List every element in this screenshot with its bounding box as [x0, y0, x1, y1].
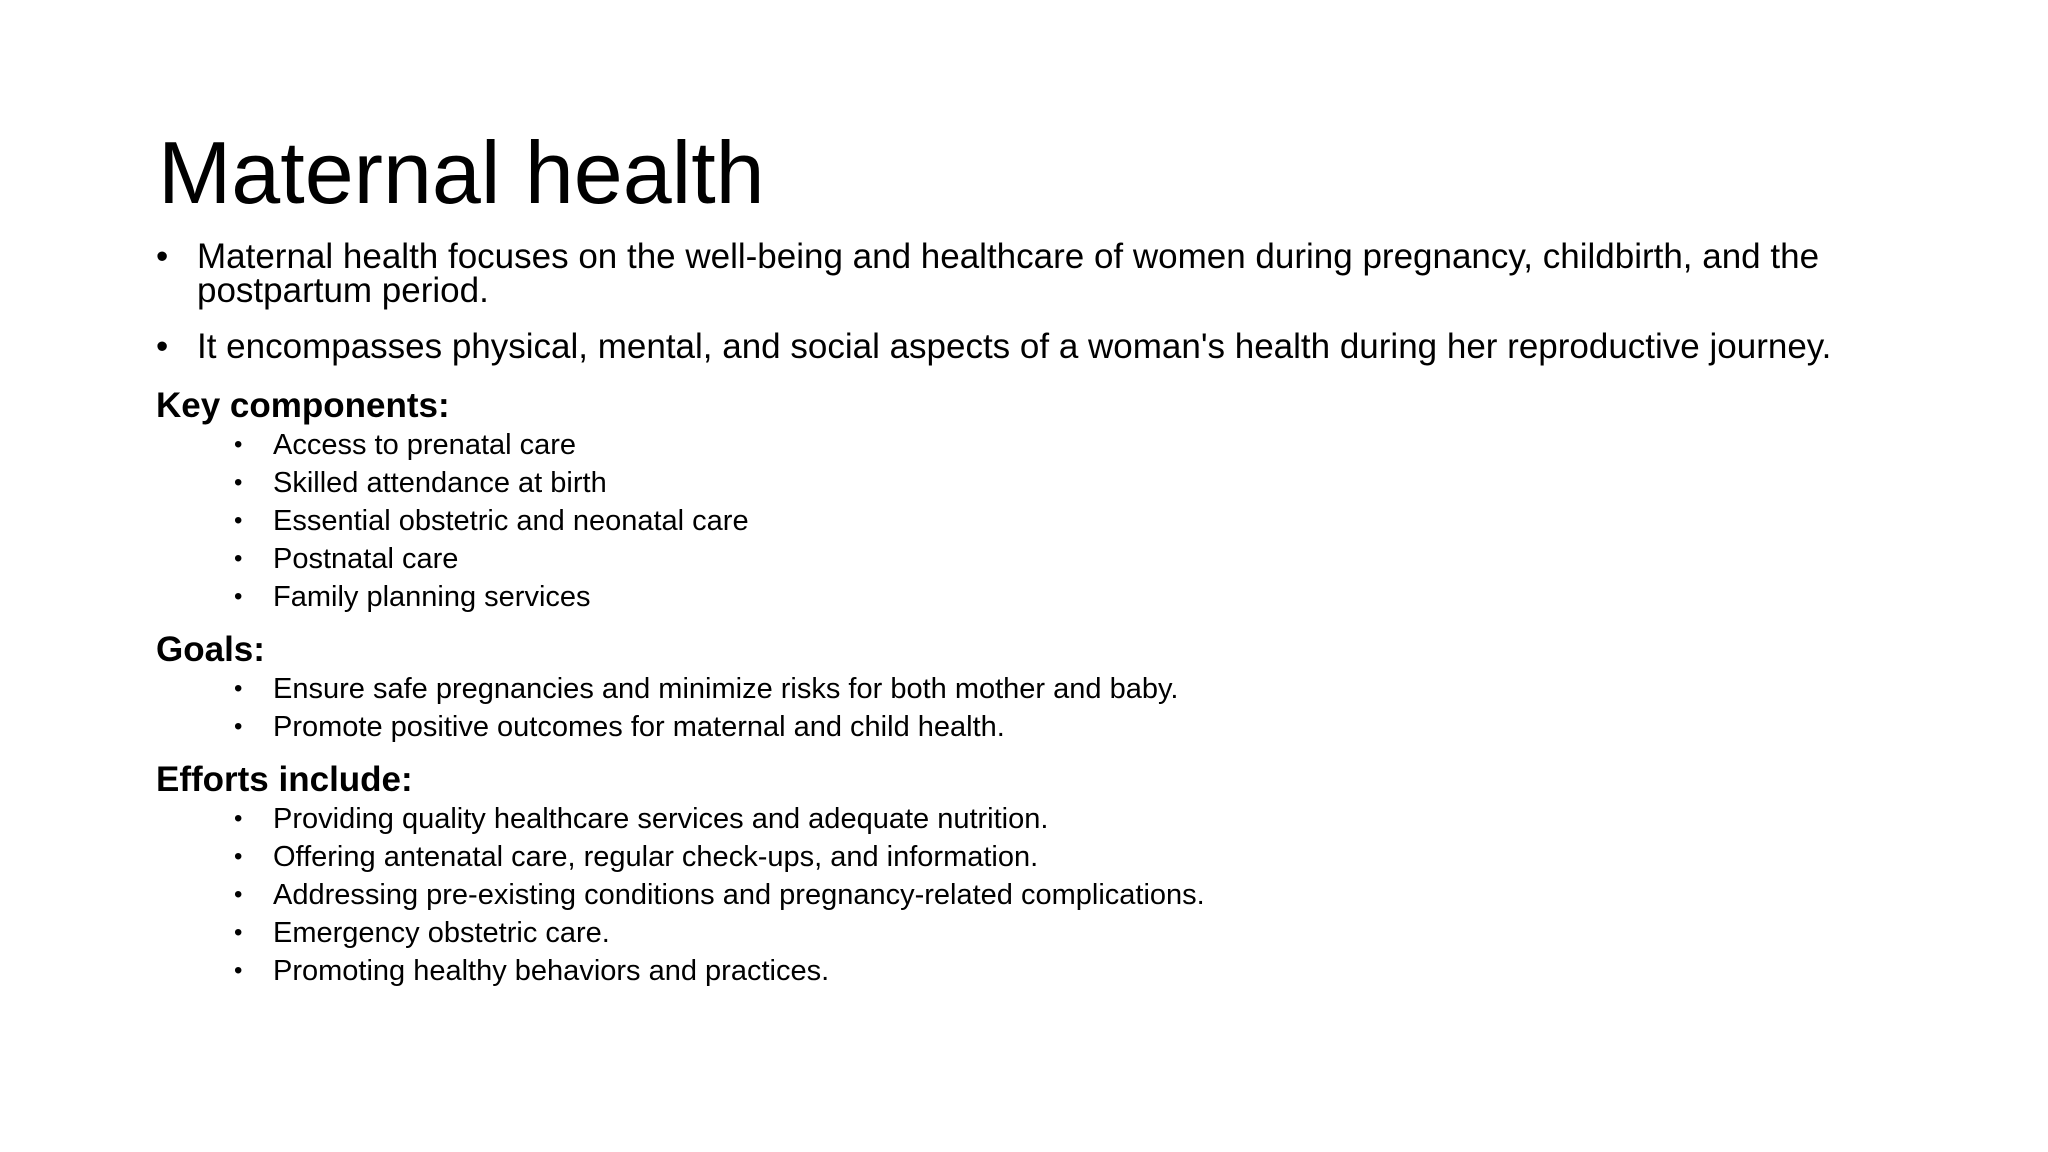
bullet-icon: • [234, 431, 243, 458]
list-item [234, 464, 1916, 502]
bullet-icon: • [234, 507, 243, 534]
list-item-text: Emergency obstetric care. [273, 917, 610, 949]
list-item [234, 502, 1916, 540]
bullet-icon: • [234, 713, 243, 740]
list-item [234, 914, 1916, 952]
key-components-list [234, 426, 1916, 616]
list-item-text: Ensure safe pregnancies and minimize risks for both mother and baby. [273, 673, 1179, 705]
list-item [234, 876, 1916, 914]
slide-title: Maternal health [158, 123, 765, 222]
section-heading-goals: Goals: [156, 630, 265, 669]
bullet-icon: • [156, 327, 169, 366]
bullet-icon: • [234, 919, 243, 946]
list-item-text: Skilled attendance at birth [273, 467, 607, 499]
list-item-text: Providing quality healthcare services and adequate nutrition. [273, 803, 1049, 835]
list-item-text: Essential obstetric and neonatal care [273, 505, 749, 537]
efforts-list [234, 800, 1916, 990]
section-heading-key-components: Key components: [156, 386, 450, 425]
list-item [234, 426, 1916, 464]
bullet-icon: • [234, 675, 243, 702]
bullet-icon: • [156, 237, 169, 276]
list-item [234, 540, 1916, 578]
intro-bullet [156, 237, 1937, 310]
list-item-text: Postnatal care [273, 543, 459, 575]
list-item [234, 952, 1916, 990]
list-item-text: Access to prenatal care [273, 429, 577, 461]
bullet-icon: • [234, 545, 243, 572]
list-item [234, 708, 1916, 746]
bullet-icon: • [234, 469, 243, 496]
bullet-icon: • [234, 881, 243, 908]
list-item-text: Promote positive outcomes for maternal and child health. [273, 711, 1005, 743]
bullet-icon: • [234, 583, 243, 610]
section-spacer [156, 746, 1916, 756]
intro-bullet-text: Maternal health focuses on the well-being and healthcare of women during pregnancy, childbirth, and the postpartum period. [197, 237, 1820, 310]
intro-bullet [156, 327, 1937, 366]
list-item-text: Offering antenatal care, regular check-ups, and information. [273, 841, 1039, 873]
goals-list [234, 670, 1916, 746]
list-item-text: Promoting healthy behaviors and practices. [273, 955, 830, 987]
bullet-icon: • [234, 843, 243, 870]
list-item-text: Family planning services [273, 581, 591, 613]
section-spacer [156, 616, 1916, 626]
list-item [234, 578, 1916, 616]
section-heading-efforts: Efforts include: [156, 760, 413, 799]
intro-bullet-text: It encompasses physical, mental, and social aspects of a woman's health during her reproductive journey. [197, 327, 1832, 366]
list-item [234, 800, 1916, 838]
list-item-text: Addressing pre-existing conditions and pregnancy-related complications. [273, 879, 1205, 911]
list-item [234, 670, 1916, 708]
slide-body [156, 237, 1916, 990]
bullet-icon: • [234, 957, 243, 984]
bullet-icon: • [234, 805, 243, 832]
list-item [234, 838, 1916, 876]
